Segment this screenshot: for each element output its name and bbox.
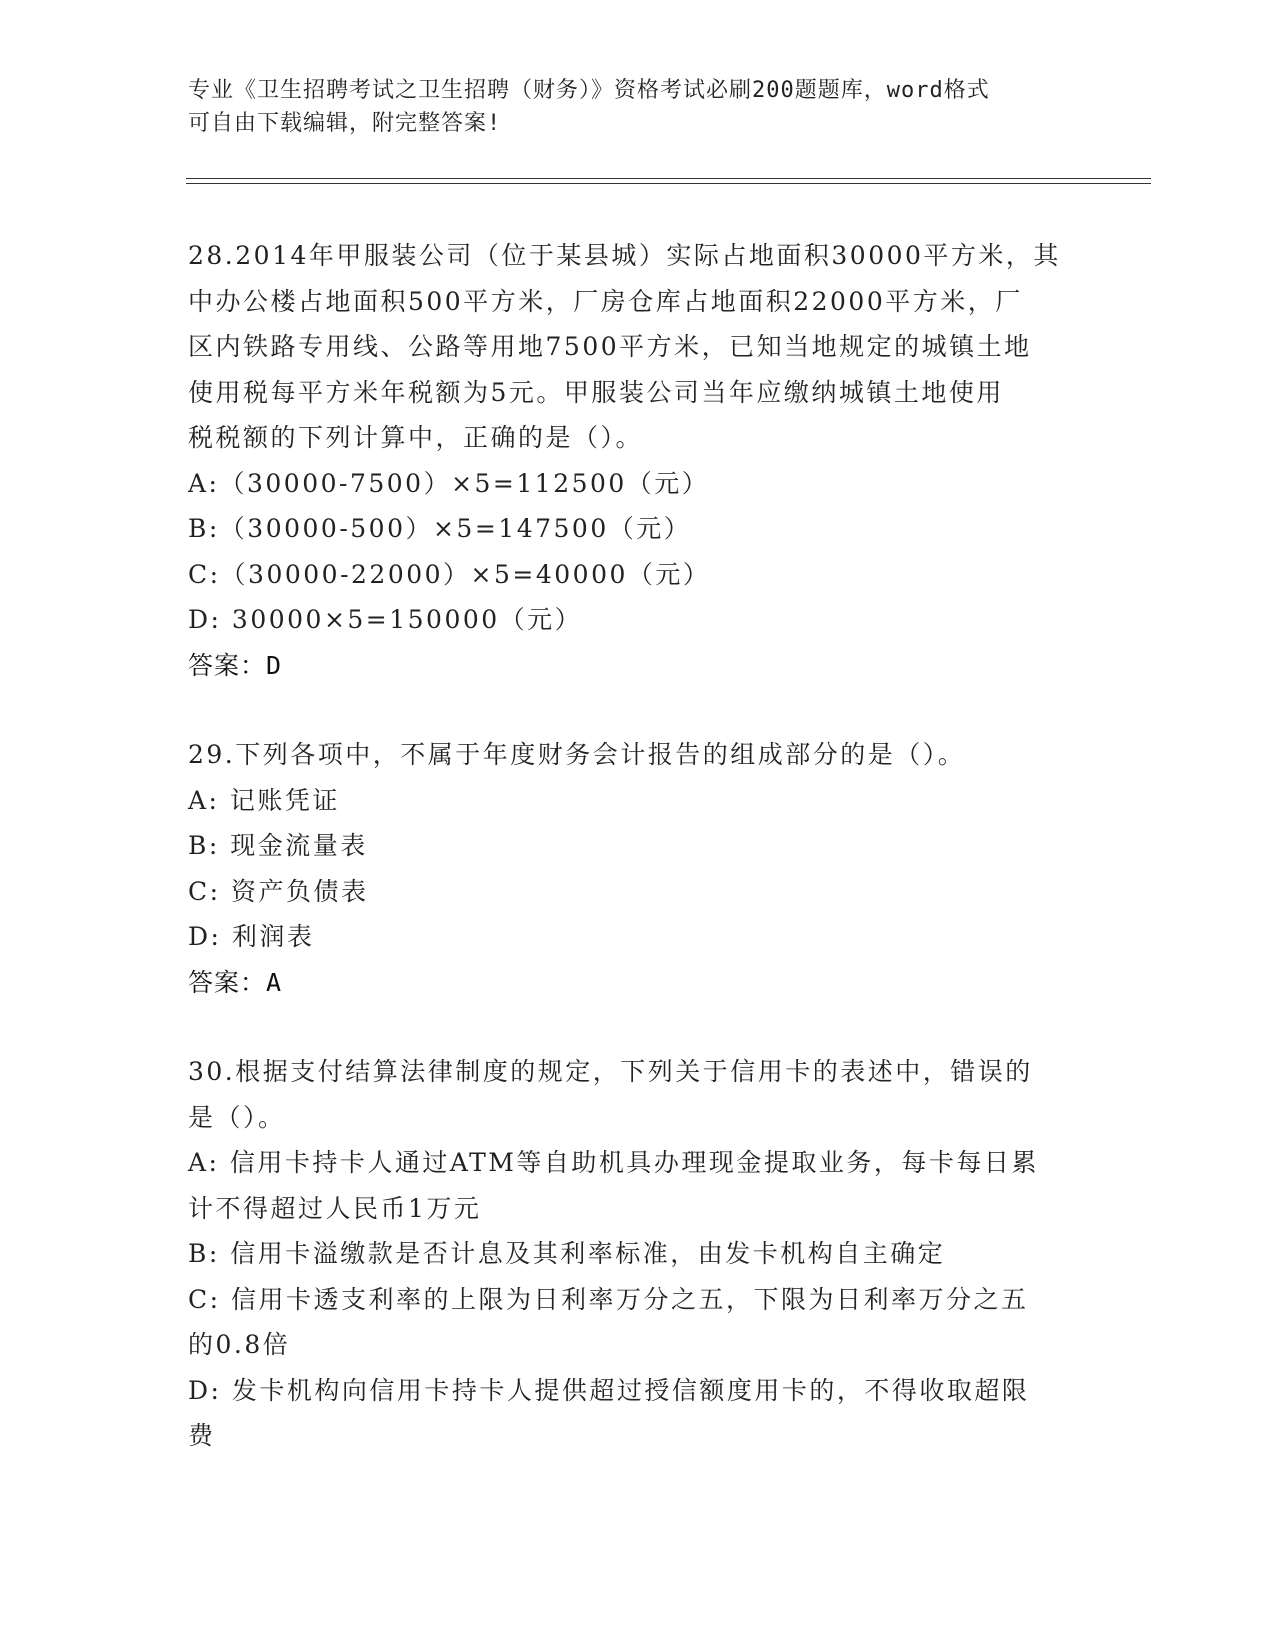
option-c: C: 资产负债表 [188, 876, 369, 906]
option-a: A: 记账凭证 [188, 785, 340, 815]
option-d: D: 30000×5=150000（元） [188, 605, 583, 634]
stem-line: 30.根据支付结算法律制度的规定，下列关于信用卡的表述中，错误的 [188, 1057, 1033, 1086]
question-stem [188, 1049, 1088, 1140]
option-b [188, 1231, 1088, 1277]
stem-line: 28.2014年甲服装公司（位于某县城）实际占地面积30000平方米，其 [188, 241, 1061, 270]
question-stem [188, 233, 1088, 461]
option-a: A:（30000-7500）×5=112500（元） [188, 468, 710, 498]
stem-line: 29.下列各项中，不属于年度财务会计报告的组成部分的是（）。 [188, 740, 966, 769]
question-29 [188, 732, 1088, 1005]
stem-line: 税税额的下列计算中，正确的是（）。 [188, 423, 644, 452]
option-line: 计不得超过人民币1万元 [188, 1193, 482, 1223]
answer-line: 答案：A [188, 967, 283, 997]
header-line-2: 可自由下载编辑，附完整答案! [188, 111, 502, 136]
option-line: C: 信用卡透支利率的上限为日利率万分之五，下限为日利率万分之五 [188, 1284, 1029, 1314]
option-b: B: 现金流量表 [188, 831, 368, 860]
option-d: D: 利润表 [188, 922, 315, 951]
option-c: C:（30000-22000）×5=40000（元） [188, 559, 711, 589]
option-b: B:（30000-500）×5=147500（元） [188, 514, 692, 543]
option-line: 的0.8倍 [188, 1330, 291, 1359]
option-line: B: 信用卡溢缴款是否计息及其利率标准，由发卡机构自主确定 [188, 1239, 946, 1268]
option-c [188, 1277, 1088, 1368]
option-a [188, 1140, 1088, 1231]
header-line-1: 专业《卫生招聘考试之卫生招聘（财务）》资格考试必刷200题题库，word格式 [188, 78, 990, 103]
stem-line: 中办公楼占地面积500平方米，厂房仓库占地面积22000平方米，厂 [188, 286, 1023, 316]
option-line: 费 [188, 1421, 216, 1450]
option-line: D: 发卡机构向信用卡持卡人提供超过授信额度用卡的，不得收取超限 [188, 1375, 1030, 1405]
stem-line: 是（）。 [188, 1102, 286, 1132]
header-double-rule [186, 178, 1151, 184]
option-line: A: 信用卡持卡人通过ATM等自助机具办理现金提取业务，每卡每日累 [188, 1148, 1039, 1177]
stem-line: 区内铁路专用线、公路等用地7500平方米，已知当地规定的城镇土地 [188, 332, 1032, 361]
option-d [188, 1368, 1088, 1459]
document-header [188, 74, 1088, 140]
question-28 [188, 233, 1088, 688]
answer-line: 答案：D [188, 650, 283, 680]
question-list [188, 233, 1088, 1503]
stem-line: 使用税每平方米年税额为5元。甲服装公司当年应缴纳城镇土地使用 [188, 377, 1004, 407]
question-30 [188, 1049, 1088, 1459]
question-stem [188, 732, 1088, 778]
